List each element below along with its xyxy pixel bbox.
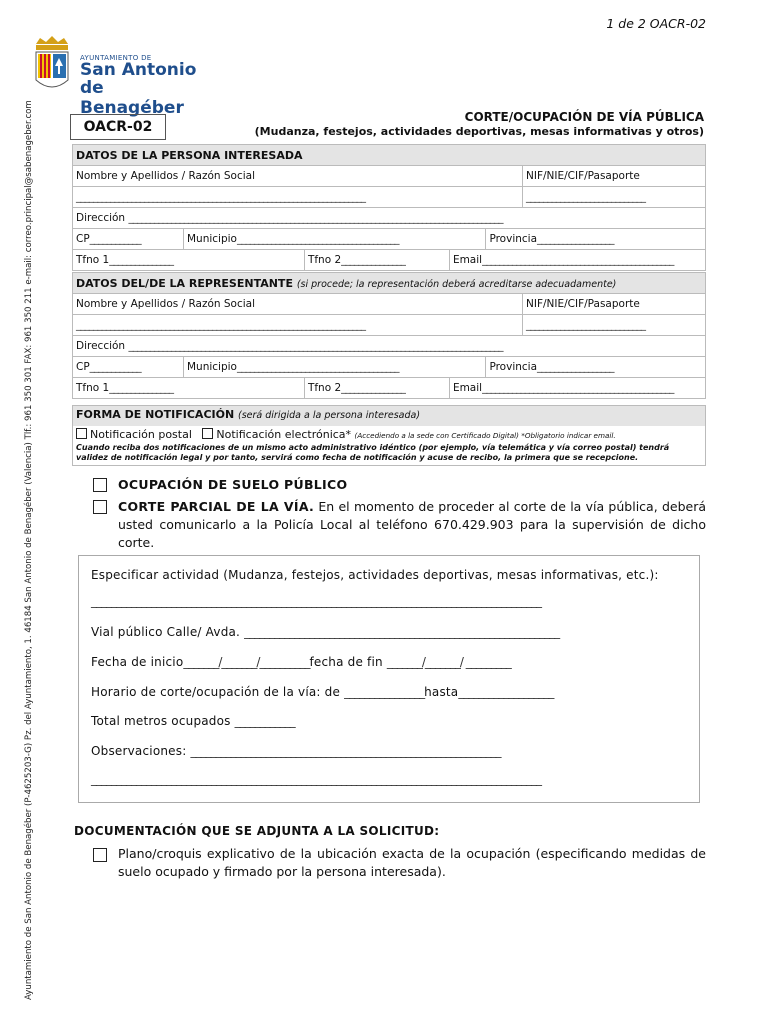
plano-checkbox[interactable] [93, 848, 107, 862]
observaciones-label: Observaciones: [91, 744, 187, 758]
rep-tfno1-field[interactable]: Tfno 1_______________ [73, 378, 305, 399]
interesada-table [72, 144, 706, 271]
metros-label: Total metros ocupados [91, 714, 231, 728]
rep-tfno2-label: Tfno 2 [307, 382, 342, 394]
rep-nombre-label: Nombre y Apellidos / Razón Social [73, 294, 523, 315]
electronica-checkbox[interactable] [202, 428, 213, 439]
corte-checkbox[interactable] [93, 500, 107, 514]
tfno1-label: Tfno 1 [76, 254, 110, 266]
rep-municipio-field[interactable]: Municipio______________________________________ [184, 357, 486, 378]
municipality-logo [30, 36, 200, 118]
tfno2-label: Tfno 2 [307, 254, 342, 266]
ocupacion-option [118, 476, 706, 494]
rep-provincia-label: Provincia [489, 361, 538, 373]
fechas-field[interactable]: Fecha de inicio_______/_______/__________fecha de fin _______/_______/ _________ [91, 655, 511, 669]
email-label: Email [452, 254, 483, 266]
plano-label: Plano/croquis explicativo de la ubicación exacta de la ocupación (especificando medidas de suelo ocupado y firmado por la persona interesada). [118, 846, 706, 879]
fecha-inicio-label: Fecha de inicio [91, 655, 184, 669]
representante-header-text: DATOS DEL/DE LA REPRESENTANTE [76, 276, 293, 290]
ocupacion-checkbox[interactable] [93, 478, 107, 492]
fecha-fin-label: fecha de fin [309, 655, 383, 669]
cp-label: CP [76, 233, 90, 245]
cp-field[interactable]: CP____________ [73, 229, 184, 250]
representante-header [73, 273, 706, 294]
electronica-label: Notificación electrónica* [216, 428, 352, 441]
direccion-label: Dirección [76, 212, 126, 224]
logo-name-line2: de Benagéber [80, 78, 184, 118]
tfno2-field[interactable]: Tfno 2_______________ [304, 250, 449, 271]
horario-label: Horario de corte/ocupación de la vía: de [91, 685, 341, 699]
nif-input[interactable]: ____________________________ [523, 187, 706, 208]
page-number: 1 de 2 OACR-02 [606, 16, 706, 31]
notificacion-options [73, 426, 705, 443]
representante-header-note: (si procede; la representación deberá acreditarse adecuadamente) [296, 278, 617, 290]
direccion-field[interactable]: Dirección ________________________________________________________________________________________ [73, 208, 706, 229]
postal-checkbox[interactable] [76, 428, 87, 439]
rep-provincia-field[interactable]: Provincia__________________ [486, 357, 706, 378]
notificacion-section [72, 405, 706, 466]
notificacion-header-text: FORMA DE NOTIFICACIÓN [76, 408, 235, 421]
email-field[interactable]: Email_____________________________________________ [449, 250, 705, 271]
hasta-label: hasta [424, 685, 459, 699]
notificacion-header [73, 406, 705, 426]
form-title: CORTE/OCUPACIÓN DE VÍA PÚBLICA [464, 110, 704, 124]
rep-nif-input[interactable]: ____________________________ [523, 315, 706, 336]
rep-cp-field[interactable]: CP____________ [73, 357, 184, 378]
rep-email-label: Email [452, 382, 483, 394]
provincia-label: Provincia [489, 233, 538, 245]
side-address-text: Ayuntamiento de San Antonio de Benagéber (P-4625203-G) Pz. del Ayuntamiento, 1. 46184 San Antonio de Benagéber (Valencia) Tlf.: 961 350 301 FAX: 961 350 211 e-mail: correo.principal@sabenageber.com [24, 100, 34, 1000]
rep-direccion-field[interactable]: Dirección ________________________________________________________________________________________ [73, 336, 706, 357]
rep-direccion-label: Dirección [76, 340, 126, 352]
rep-municipio-label: Municipio [187, 361, 237, 373]
form-subtitle: (Mudanza, festejos, actividades deportivas, mesas informativas y otros) [254, 125, 704, 138]
form-code: OACR-02 [70, 114, 166, 140]
rep-tfno2-field[interactable]: Tfno 2_______________ [304, 378, 449, 399]
rep-nombre-input[interactable]: ____________________________________________________________________ [73, 315, 523, 336]
especificar-input[interactable]: __________________________________________________________________________________________ [91, 594, 541, 608]
nif-label: NIF/NIE/CIF/Pasaporte [523, 166, 706, 187]
tfno1-field[interactable]: Tfno 1_______________ [73, 250, 305, 271]
especificar-label: Especificar actividad (Mudanza, festejos, actividades deportivas, mesas informativas, etc.): [91, 568, 659, 582]
logo-small-text: AYUNTAMIENTO DE [80, 54, 152, 62]
notificacion-note: Cuando reciba dos notificaciones de un mismo acto administrativo idéntico (por ejemplo, vía telemática y vía correo postal) tendrá validez de notificación legal y por tanto, servirá como fecha de notificación y acuse de recibo, la primera que se recepcione. [76, 443, 670, 462]
municipio-field[interactable]: Municipio______________________________________ [184, 229, 486, 250]
rep-tfno1-label: Tfno 1 [76, 382, 110, 394]
observaciones-input-2[interactable]: __________________________________________________________________________________________ [91, 772, 541, 786]
notificacion-header-note: (será dirigida a la persona interesada) [238, 410, 421, 421]
observaciones-field[interactable]: Observaciones: ______________________________________________________________ [91, 744, 501, 758]
vial-field[interactable]: Vial público Calle/ Avda. _______________________________________________________________ [91, 625, 560, 639]
nombre-label: Nombre y Apellidos / Razón Social [73, 166, 523, 187]
rep-nif-label: NIF/NIE/CIF/Pasaporte [523, 294, 706, 315]
coat-of-arms-icon [30, 36, 74, 100]
ocupacion-label: OCUPACIÓN DE SUELO PÚBLICO [118, 477, 348, 492]
municipio-label: Municipio [187, 233, 237, 245]
rep-cp-label: CP [76, 361, 90, 373]
corte-title: CORTE PARCIAL DE LA VÍA. [118, 499, 315, 514]
nombre-input[interactable]: ____________________________________________________________________ [73, 187, 523, 208]
metros-field[interactable]: Total metros ocupados ____________ [91, 714, 295, 728]
corte-text: En el momento de proceder al corte de la vía pública, deberá usted comunicarlo a la Policía Local al teléfono 670.429.903 para la supervisión de dicho corte. [118, 499, 707, 550]
representante-table [72, 272, 706, 399]
postal-label: Notificación postal [90, 428, 192, 441]
corte-option [118, 498, 706, 552]
vial-label: Vial público Calle/ Avda. [91, 625, 241, 639]
activity-box [78, 555, 700, 803]
documentacion-title: DOCUMENTACIÓN QUE SE ADJUNTA A LA SOLICITUD: [74, 824, 440, 838]
provincia-field[interactable]: Provincia__________________ [486, 229, 706, 250]
interesada-header: DATOS DE LA PERSONA INTERESADA [73, 145, 706, 166]
electronica-note: (Accediendo a la sede con Certificado Digital) *Obligatorio indicar email. [354, 431, 616, 440]
horario-field[interactable]: Horario de corte/ocupación de la vía: de ________________hasta___________________ [91, 685, 554, 699]
rep-email-field[interactable]: Email_____________________________________________ [449, 378, 705, 399]
logo-name-line1: San Antonio [80, 60, 197, 80]
